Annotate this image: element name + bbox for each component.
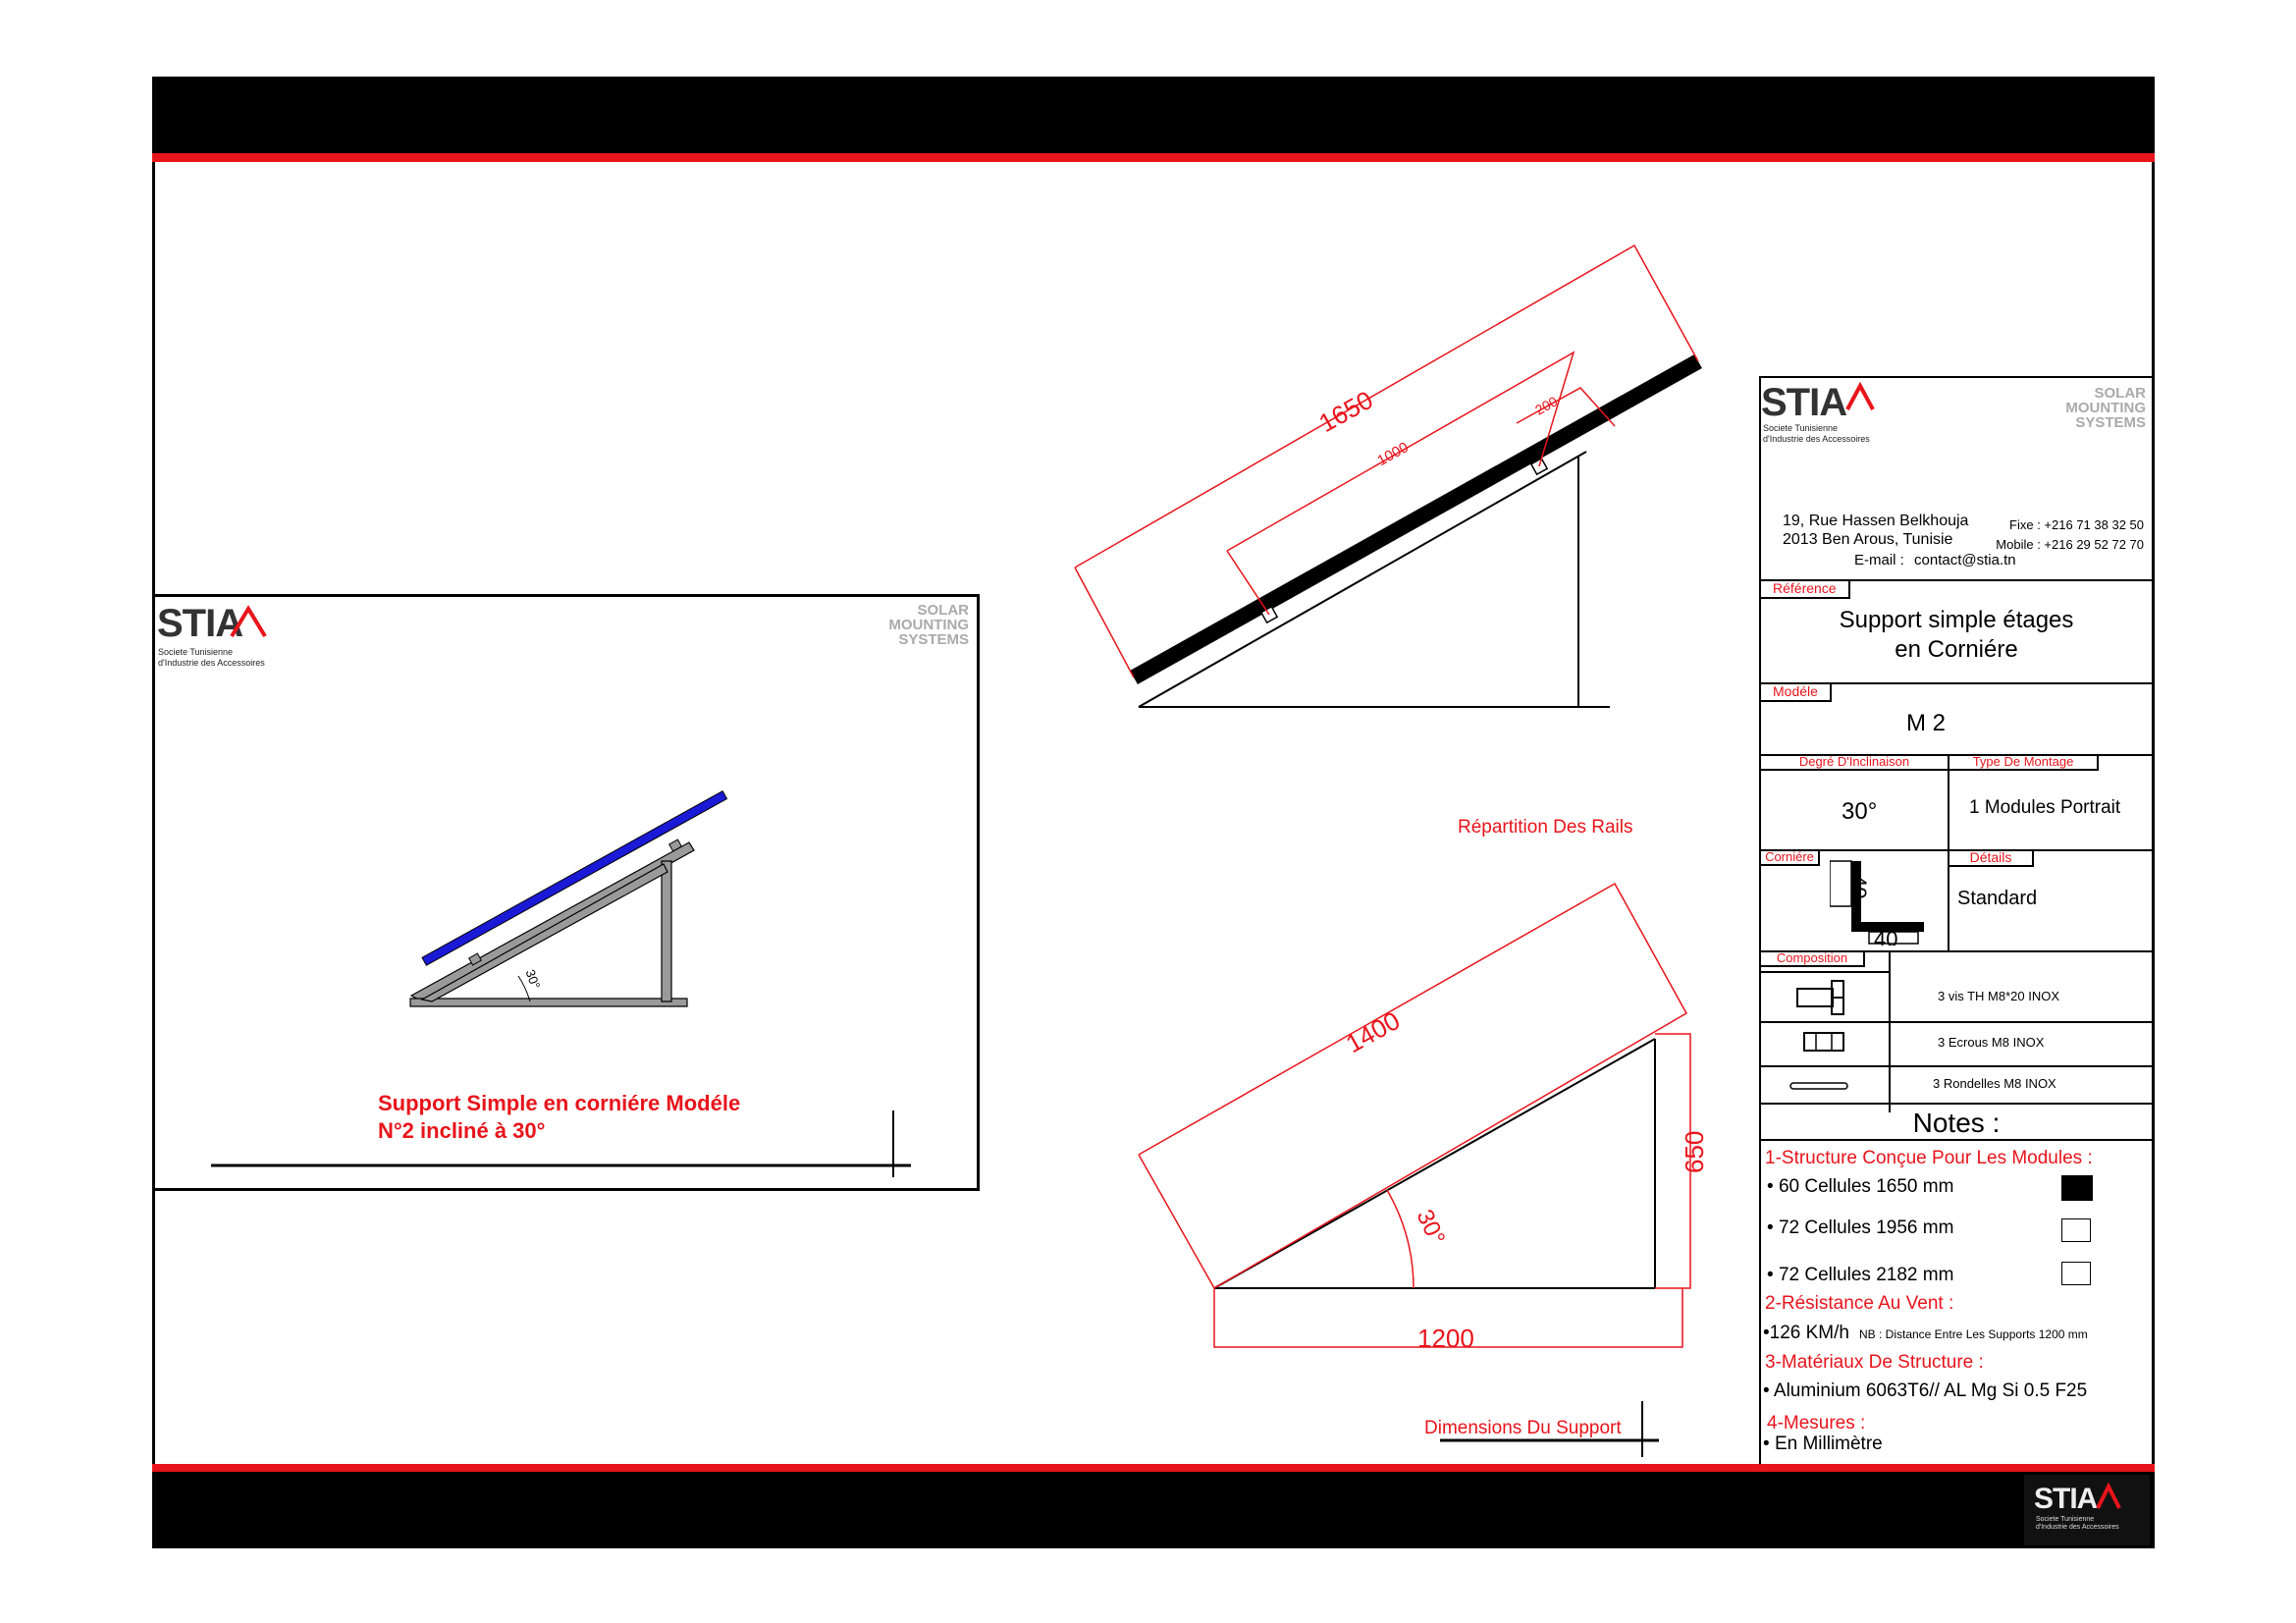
corner-dim-vertical: 40 xyxy=(1846,875,1871,899)
divider xyxy=(1761,1103,2152,1105)
support-dim-height: 650 xyxy=(1680,1130,1709,1173)
preview-angle-label: 30° xyxy=(522,967,544,992)
company-phones: Fixe : +216 71 38 32 50 Mobile : +216 29 52 72 70 xyxy=(1996,517,2144,552)
reference-value: Support simple étages en Corniére xyxy=(1839,607,2074,663)
divider xyxy=(1761,1139,2152,1141)
module-checkbox-60[interactable] xyxy=(2061,1175,2093,1201)
note3-title: 3-Matériaux De Structure : xyxy=(1765,1352,1984,1373)
preview-caption-line2: N°2 incliné à 30° xyxy=(378,1118,546,1143)
preview-logo-text: STIA xyxy=(157,602,243,645)
rails-dim-offset: 200 xyxy=(1532,393,1561,418)
rails-dim-spacing: 1000 xyxy=(1374,439,1412,470)
preview-tagline: SOLAR MOUNTING SYSTEMS xyxy=(888,602,969,648)
mount-type-value: 1 Modules Portrait xyxy=(1969,797,2121,818)
bolt-icon xyxy=(1796,979,1847,1016)
preview-company-line1: Societe Tunisienne xyxy=(158,647,234,657)
note4-title: 4-Mesures : xyxy=(1767,1413,1866,1434)
title-block-logo-subtitle: Societe Tunisienne d'Industrie des Accessoires xyxy=(1763,423,1870,444)
model-value: M 2 xyxy=(1906,710,1947,736)
divider xyxy=(1761,1021,2152,1023)
details-value: Standard xyxy=(1957,888,2038,909)
footer-company-line2: d'Industrie des Accessoires xyxy=(2036,1524,2119,1531)
note1-title: 1-Structure Conçue Pour Les Modules : xyxy=(1765,1148,2093,1168)
tilt-label: Degré D'Inclinaison xyxy=(1761,754,1948,771)
title-block-logo-text: STIA xyxy=(1761,381,1847,424)
email-link[interactable]: contact@stia.tn xyxy=(1914,552,2016,568)
title-block-tagline: SOLAR MOUNTING SYSTEMS xyxy=(2065,385,2146,431)
module-option-72a: • 72 Cellules 1956 mm xyxy=(1767,1217,1954,1238)
footer-company-line1: Societe Tunisienne xyxy=(2036,1516,2095,1523)
composition-item-washer: 3 Rondelles M8 INOX xyxy=(1933,1076,2056,1091)
module-checkbox-72b[interactable] xyxy=(2061,1262,2091,1285)
reference-label: Référence xyxy=(1761,579,1850,599)
details-label: Détails xyxy=(1949,849,2034,867)
company-address: 19, Rue Hassen Belkhouja 2013 Ben Arous, Tunisie xyxy=(1783,513,1969,548)
preview-caption-line1: Support Simple en corniére Modéle xyxy=(378,1091,741,1115)
model-label: Modéle xyxy=(1761,682,1832,702)
wind-note: NB : Distance Entre Les Supports 1200 mm xyxy=(1858,1327,2088,1341)
module-option-72b: • 72 Cellules 2182 mm xyxy=(1767,1265,1954,1285)
preview-company-line2: d'Industrie des Accessoires xyxy=(158,658,265,668)
tilt-value: 30° xyxy=(1842,798,1878,825)
support-view-title: Dimensions Du Support xyxy=(1424,1418,1622,1438)
support-triangle xyxy=(1214,1039,1655,1288)
support-dim-hypotenuse: 1400 xyxy=(1340,1005,1406,1059)
rails-dim-total: 1650 xyxy=(1313,384,1378,439)
module-option-60: • 60 Cellules 1650 mm xyxy=(1767,1176,1954,1197)
support-dim-base: 1200 xyxy=(1417,1324,1474,1353)
angle-profile-icon xyxy=(1830,855,1938,946)
composition-label: Composition xyxy=(1761,950,1865,967)
material-value: • Aluminium 6063T6// AL Mg Si 0.5 F25 xyxy=(1763,1380,2088,1401)
composition-item-nut: 3 Ecrous M8 INOX xyxy=(1938,1035,2045,1050)
note2-title: 2-Résistance Au Vent : xyxy=(1765,1293,1954,1314)
support-dimension-lines xyxy=(1139,884,1690,1347)
nut-icon xyxy=(1802,1030,1847,1054)
corner-label: Corniére xyxy=(1761,849,1820,866)
composition-item-bolt: 3 vis TH M8*20 INOX xyxy=(1938,989,2060,1003)
corner-dim-horizontal: 40 xyxy=(1874,927,1898,946)
footer-logo-text: STIA xyxy=(2034,1483,2098,1515)
divider xyxy=(1761,1065,2152,1067)
wind-value: •126 KM/h NB : Distance Entre Les Supports 1200 mm xyxy=(1763,1323,2088,1343)
support-angle-label: 30° xyxy=(1411,1205,1451,1250)
notes-title: Notes : xyxy=(1912,1108,2001,1138)
title-block xyxy=(1759,376,2152,1464)
divider-vertical xyxy=(1889,950,1891,1112)
module-checkbox-72a[interactable] xyxy=(2061,1218,2091,1242)
units-value: • En Millimètre xyxy=(1763,1434,1883,1454)
company-email: E-mail : contact@stia.tn xyxy=(1854,552,2016,568)
divider xyxy=(1761,971,1889,973)
rails-view-title: Répartition Des Rails xyxy=(1458,817,1633,838)
mount-type-label: Type De Montage xyxy=(1949,754,2099,771)
washer-icon xyxy=(1789,1081,1851,1093)
